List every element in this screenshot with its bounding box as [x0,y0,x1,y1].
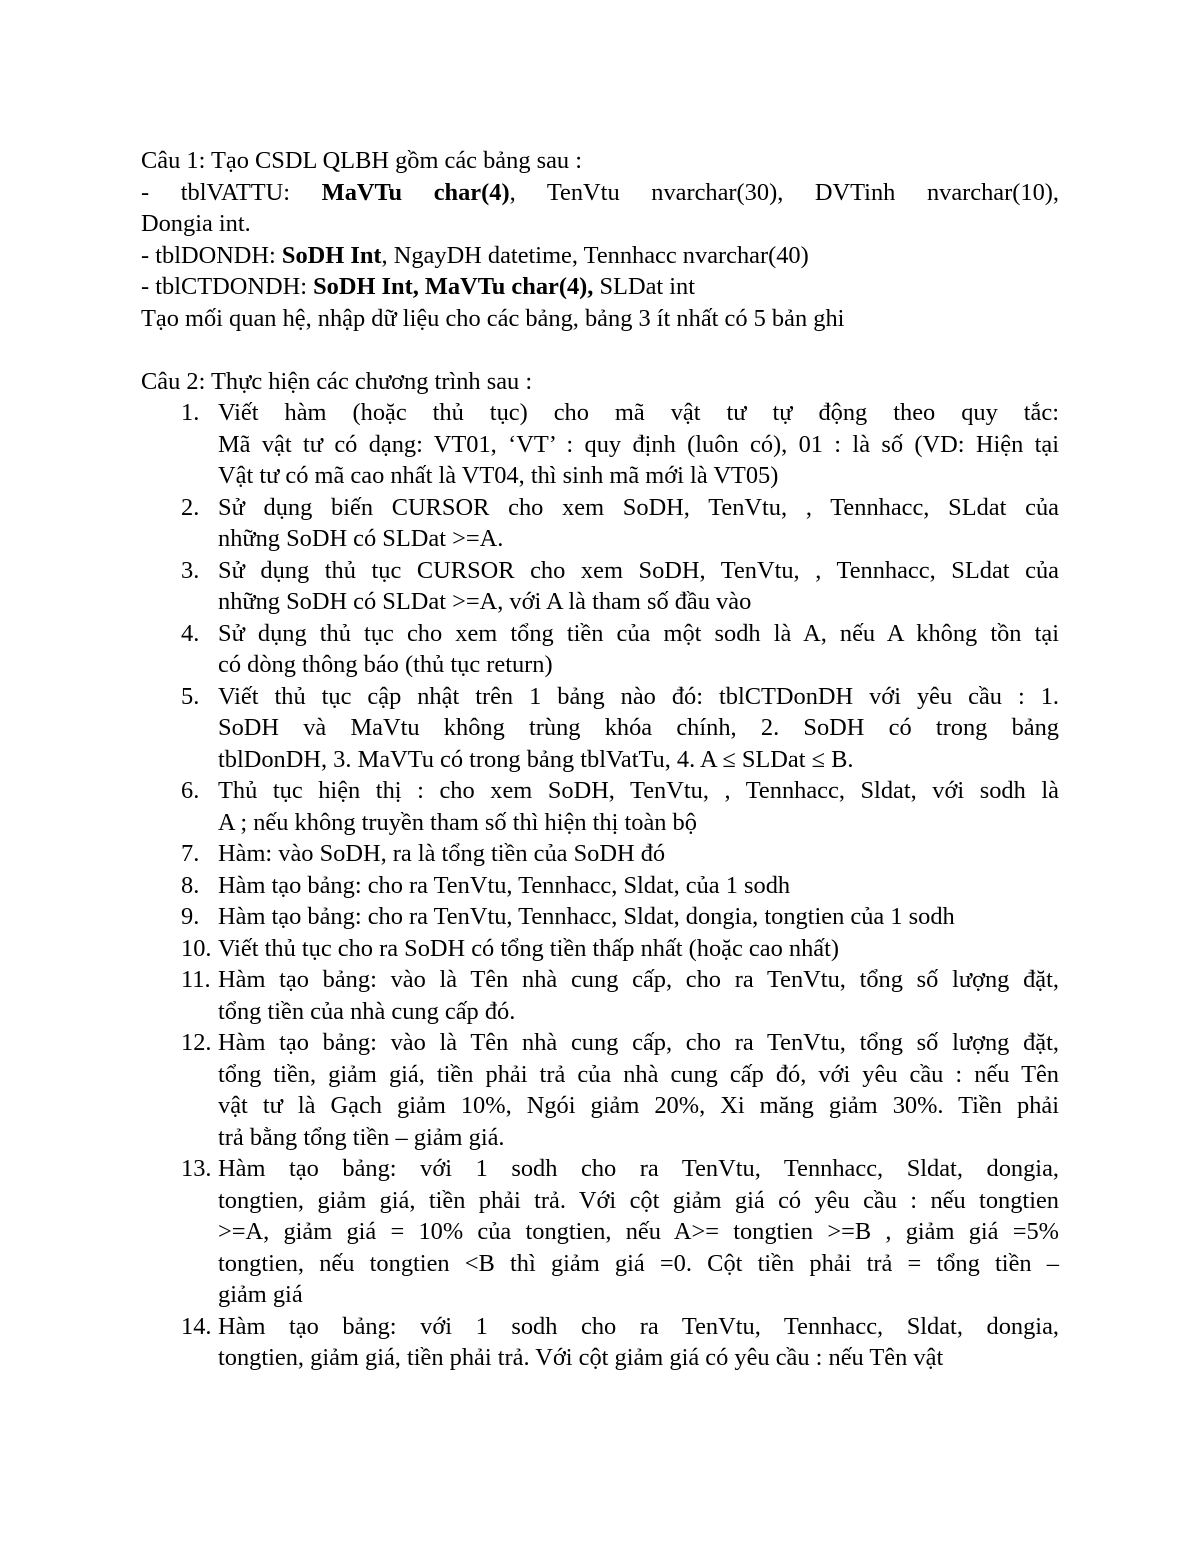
list-item-line: Hàm tạo bảng: với 1 sodh cho ra TenVtu, Tennhacc, Sldat, dongia, [218,1312,1059,1340]
list-item [141,838,1059,870]
list-item-number: 7. [181,840,200,867]
q1-table-ctdondh [141,271,1059,303]
list-item-number: 1. [181,399,200,426]
list-item-line: >=A, giảm giá = 10% của tongtien, nếu A>= tongtien >=B , giảm giá =5% [218,1218,1059,1245]
list-item [141,775,1059,838]
q1-table-vattu-cont: Dongia int. [141,210,251,237]
list-item-line: tổng tiền của nhà cung cấp đó. [218,997,516,1025]
list-item-number: 8. [181,871,200,899]
q1-table-ctdondh-prefix: - tblCTDONDH: [141,273,314,300]
q1-table-ctdondh-key: SoDH Int, MaVTu char(4), [313,273,594,300]
q1-table-dondh-key: SoDH Int [281,241,382,269]
list-item-number: 5. [181,682,200,710]
section-spacer [141,334,1059,366]
list-item-line: Sử dụng thủ tục cho xem tổng tiền của một sodh là A, nếu A không tồn tại [218,619,1059,647]
list-item [141,681,1059,776]
list-item-number: 3. [181,556,200,584]
list-item-line: Thủ tục hiện thị : cho xem SoDH, TenVtu, , Tennhacc, Sldat, với sodh là [218,777,1059,804]
list-item-number: 4. [181,619,200,647]
list-item [141,933,1059,965]
list-item-line: Vật tư có mã cao nhất là VT04, thì sinh mã mới là VT05) [218,462,779,489]
list-item [141,1027,1059,1153]
list-item-line: Sử dụng biến CURSOR cho xem SoDH, TenVtu, , Tennhacc, SLdat của [218,493,1059,521]
q2-title: Câu 2: Thực hiện các chương trình sau : [141,367,533,395]
document-page [141,145,1059,1374]
list-item-line: những SoDH có SLDat >=A. [218,525,504,552]
list-item [141,1311,1059,1374]
list-item-line: Hàm: vào SoDH, ra là tổng tiền của SoDH đó [218,840,666,867]
list-item-line: A ; nếu không truyền tham số thì hiện thị toàn bộ [218,808,697,836]
list-item-line: tongtien, nếu tongtien <B thì giảm giá =0. Cột tiền phải trả = tổng tiền – [218,1249,1059,1277]
q1-title: Câu 1: Tạo CSDL QLBH gồm các bảng sau : [141,147,582,174]
list-item-line: tongtien, giảm giá, tiền phải trả. Với cột giảm giá có yêu cầu : nếu tongtien [218,1186,1059,1214]
list-item-line: vật tư là Gạch giảm 10%, Ngói giảm 20%, Xi măng giảm 30%. Tiền phải [218,1092,1059,1119]
list-item-line: Sử dụng thủ tục CURSOR cho xem SoDH, TenVtu, , Tennhacc, SLdat của [218,556,1059,584]
list-item-line: giảm giá [218,1281,303,1308]
list-item-line: Viết thủ tục cập nhật trên 1 bảng nào đó: tblCTDonDH với yêu cầu : 1. [218,682,1059,710]
list-item-number: 9. [181,903,200,930]
list-item-line: Mã vật tư có dạng: VT01, ‘VT’ : quy định (luôn có), 01 : là số (VD: Hiện tại [218,430,1059,458]
list-item [141,492,1059,555]
list-item-line: SoDH và MaVtu không trùng khóa chính, 2. SoDH có trong bảng [218,714,1059,741]
list-item [141,901,1059,933]
list-item-line: Hàm tạo bảng: với 1 sodh cho ra TenVtu, Tennhacc, Sldat, dongia, [218,1155,1059,1182]
list-item-number: 2. [181,493,200,521]
list-item-number: 14. [181,1312,212,1340]
q1-table-dondh-rest: , NgayDH datetime, Tennhacc nvarchar(40) [381,241,809,269]
list-item-number: 13. [181,1155,212,1182]
list-item-line: Viết hàm (hoặc thủ tục) cho mã vật tư tự động theo quy tắc: [218,399,1059,426]
list-item-line: Viết thủ tục cho ra SoDH có tổng tiền thấp nhất (hoặc cao nhất) [218,934,839,962]
list-item-line: Hàm tạo bảng: vào là Tên nhà cung cấp, cho ra TenVtu, tổng số lượng đặt, [218,1029,1059,1056]
list-item [141,870,1059,902]
q1-table-dondh-prefix: - tblDONDH: [141,241,282,269]
q1-table-vattu-rest: , TenVtu nvarchar(30), DVTinh nvarchar(10), [509,178,1059,206]
list-item-line: tblDonDH, 3. MaVTu có trong bảng tblVatTu, 4. A ≤ SLDat ≤ B. [218,745,854,773]
task-list [141,397,1059,1374]
q1-table-vattu-key: MaVTu char(4) [321,178,510,206]
list-item-number: 6. [181,777,200,804]
list-item-number: 11. [181,966,211,993]
q1-table-ctdondh-rest: SLDat int [593,273,696,300]
list-item-line: Hàm tạo bảng: cho ra TenVtu, Tennhacc, Sldat, dongia, tongtien của 1 sodh [218,903,955,930]
list-item-line: tổng tiền, giảm giá, tiền phải trả của nhà cung cấp đó, với yêu cầu : nếu Tên [218,1060,1059,1088]
list-item [141,1153,1059,1311]
list-item [141,555,1059,618]
q1-table-vattu [141,177,1059,209]
list-item-line: Hàm tạo bảng: vào là Tên nhà cung cấp, cho ra TenVtu, tổng số lượng đặt, [218,966,1059,993]
list-item-number: 12. [181,1029,212,1056]
list-item-line: trả bằng tổng tiền – giảm giá. [218,1123,505,1151]
q1-table-vattu-prefix: - tblVATTU: [141,178,322,206]
list-item-line: có dòng thông báo (thủ tục return) [218,651,553,678]
list-item-number: 10. [181,934,212,962]
list-item-line: tongtien, giảm giá, tiền phải trả. Với cột giảm giá có yêu cầu : nếu Tên vật [218,1344,944,1371]
list-item [141,964,1059,1027]
list-item-line: những SoDH có SLDat >=A, với A là tham số đầu vào [218,588,752,615]
list-item-line: Hàm tạo bảng: cho ra TenVtu, Tennhacc, Sldat, của 1 sodh [218,871,791,899]
list-item [141,397,1059,492]
q1-note: Tạo mối quan hệ, nhập dữ liệu cho các bảng, bảng 3 ít nhất có 5 bản ghi [141,304,845,332]
list-item [141,618,1059,681]
q1-table-dondh [141,240,1059,272]
